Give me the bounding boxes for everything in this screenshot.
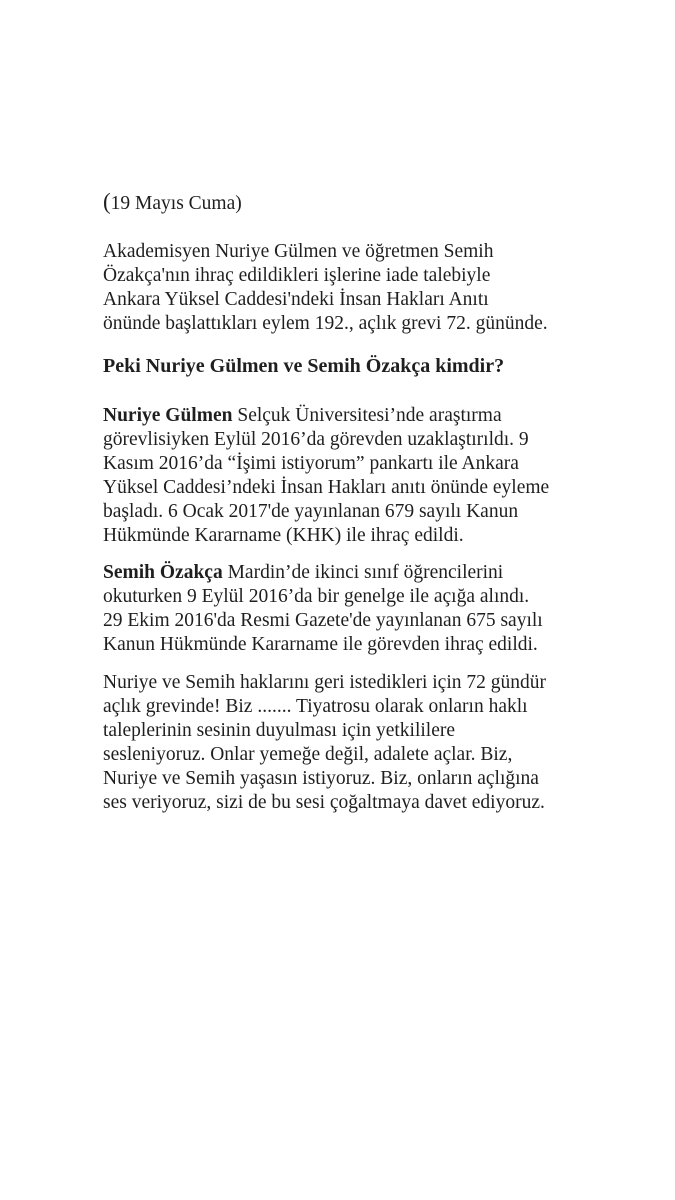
semih-bio: Mardin’de ikinci sınıf öğrencilerini okuturken 9 Eylül 2016’da bir genelge ile açığa alındı. 29 Ekim 2016'da Resmi Gazete'de yayınlanan 675 sayılı Kanun Hükmünde Kararname ile görevden ihraç edildi. (103, 562, 543, 655)
nuriye-name: Nuriye Gülmen (103, 405, 233, 426)
section-heading: Peki Nuriye Gülmen ve Semih Özakça kimdir? (103, 355, 505, 377)
date-text: 19 Mayıs Cuma) (110, 193, 242, 214)
date-line (103, 190, 583, 216)
nuriye-paragraph (103, 404, 583, 548)
intro-paragraph: Akademisyen Nuriye Gülmen ve öğretmen Semih Özakça'nın ihraç edildikleri işlerine iade talebiyle Ankara Yüksel Caddesi'ndeki İnsan Hakları Anıtı önünde başlattıkları eylem 192., açlık grevi 72. gününde. (103, 241, 548, 334)
date-open-paren: ( (103, 189, 111, 214)
closing-paragraph: Nuriye ve Semih haklarını geri istedikleri için 72 gündür açlık grevinde! Biz ....... Tiyatrosu olarak onların haklı taleplerinin sesinin duyulması için yetkililere sesleniyoruz. Onlar yemeğe değil, adalete açlar. Biz, Nuriye ve Semih yaşasın istiyoruz. Biz, onların açlığına ses veriyoruz, sizi de bu sesi çoğaltmaya davet ediyoruz. (103, 672, 546, 813)
semih-paragraph (103, 561, 583, 657)
semih-name: Semih Özakça (103, 562, 223, 583)
nuriye-bio: Selçuk Üniversitesi’nde araştırma görevlisiyken Eylül 2016’da görevden uzaklaştırıldı. 9 Kasım 2016’da “İşimi istiyorum” pankartı ile Ankara Yüksel Caddesi’ndeki İnsan Hakları anıtı önünde eyleme başladı. 6 Ocak 2017'de yayınlanan 679 sayılı Kanun Hükmünde Kararname (KHK) ile ihraç edildi. (103, 405, 550, 546)
